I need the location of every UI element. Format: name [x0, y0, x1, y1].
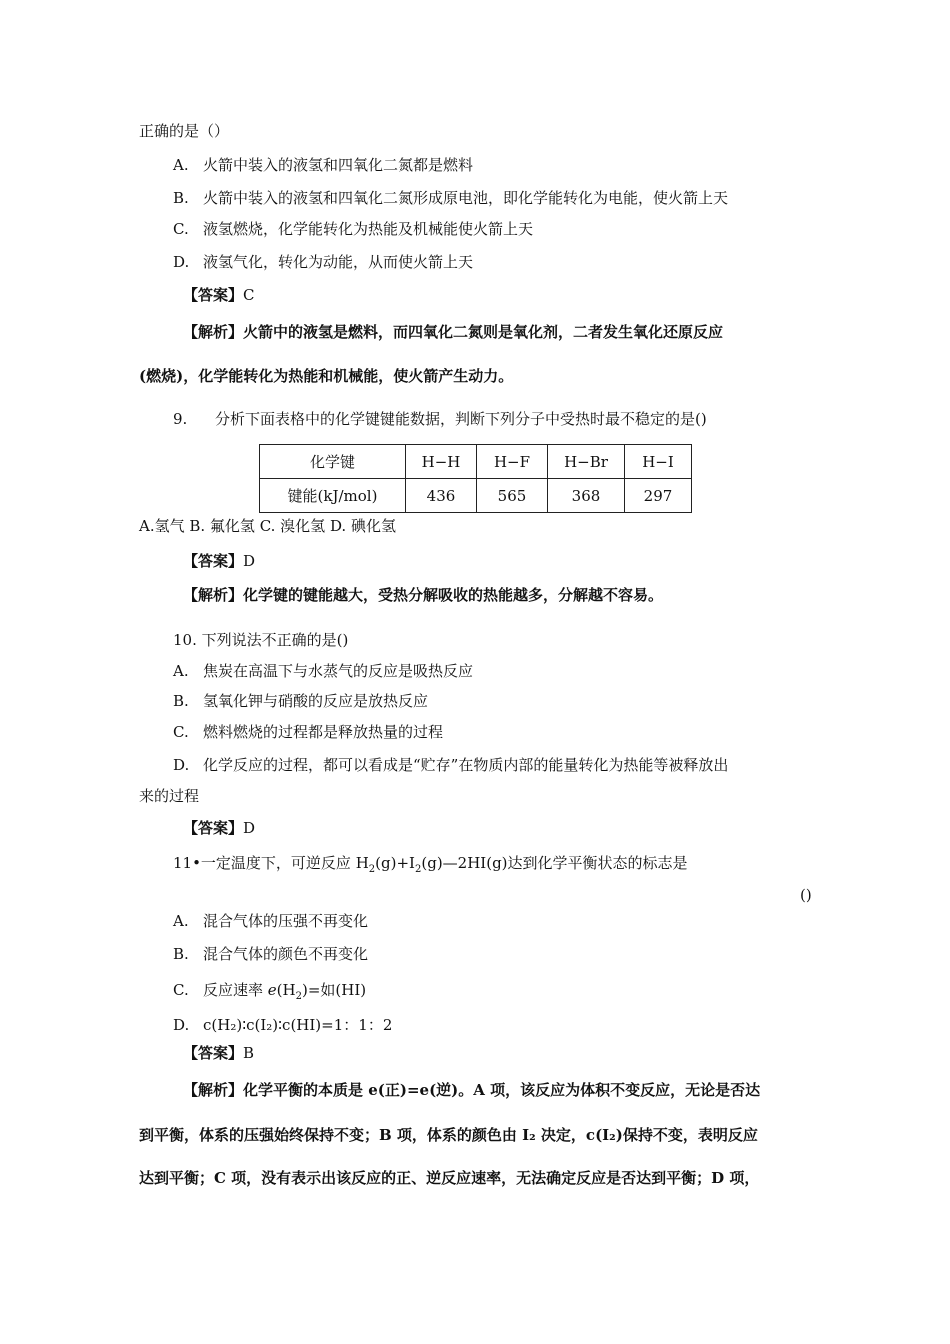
table-header-row: [260, 445, 692, 479]
table-cell: H−I: [625, 445, 692, 479]
q11-analysis-line1: 【解析】化学平衡的本质是 e(正)=e(逆)。A 项，该反应为体积不变反应，无论是否达: [183, 1081, 761, 1099]
q9-choices: A.氢气 B. 氟化氢 C. 溴化氢 D. 碘化氢: [139, 517, 396, 535]
q8-option-d: D. 液氢气化，转化为动能，从而使火箭上天: [173, 253, 474, 271]
table-cell: 436: [406, 479, 477, 513]
table-cell: H−Br: [548, 445, 625, 479]
bond-energy-table: [259, 444, 692, 513]
table-row: [260, 479, 692, 513]
q9-answer: 【答案】D: [183, 552, 256, 570]
q9-analysis: 【解析】化学键的键能越大，受热分解吸收的热能越多，分解越不容易。: [183, 586, 664, 604]
table-cell: H−F: [477, 445, 548, 479]
q11-analysis-line3: 达到平衡；C 项，没有表示出该反应的正、逆反应速率，无法确定反应是否达到平衡；D 项，: [139, 1169, 760, 1187]
q8-analysis-line1: 【解析】火箭中的液氢是燃料，而四氧化二氮则是氧化剂，二者发生氧化还原反应: [183, 323, 724, 341]
q11-paren: (): [800, 886, 812, 904]
q8-analysis-line2: (燃烧)，化学能转化为热能和机械能，使火箭产生动力。: [139, 367, 514, 385]
q11-stem: 11•一定温度下，可逆反应 $H_2(g)+I_2(g)—2HI(g)$达到化学平衡状态的标志是: [173, 854, 688, 875]
q11-option-a: A. 混合气体的压强不再变化: [173, 912, 369, 930]
table-cell: 297: [625, 479, 692, 513]
q9-stem: 分析下面表格中的化学键键能数据，判断下列分子中受热时最不稳定的是(): [215, 410, 707, 428]
table-cell: H−H: [406, 445, 477, 479]
table-cell: 565: [477, 479, 548, 513]
q10-option-d: D. 化学反应的过程，都可以看成是“贮存”在物质内部的能量转化为热能等被释放出: [173, 756, 729, 774]
q10-option-c: C. 燃料燃烧的过程都是释放热量的过程: [173, 723, 444, 741]
q10-option-d-cont: 来的过程: [139, 787, 200, 805]
table-cell: 368: [548, 479, 625, 513]
table-cell: 键能(kJ/mol): [260, 479, 406, 513]
q10-option-a: A. 焦炭在高温下与水蒸气的反应是吸热反应: [173, 662, 474, 680]
q8-stem-tail: 正确的是（）: [139, 122, 230, 140]
q11-answer: 【答案】B: [183, 1044, 255, 1062]
q10-option-b: B. 氢氧化钾与硝酸的反应是放热反应: [173, 692, 429, 710]
q8-option-b: B. 火箭中装入的液氢和四氧化二氮形成原电池，即化学能转化为电能，使火箭上天: [173, 189, 729, 207]
table-cell: 化学键: [260, 445, 406, 479]
q8-option-a: A. 火箭中装入的液氢和四氧化二氮都是燃料: [173, 156, 474, 174]
q11-option-b: B. 混合气体的颜色不再变化: [173, 945, 369, 963]
q10-stem: 10. 下列说法不正确的是(): [173, 631, 349, 649]
q10-answer: 【答案】D: [183, 819, 256, 837]
q8-answer: 【答案】C: [183, 286, 255, 304]
q8-option-c: C. 液氢燃烧，化学能转化为热能及机械能使火箭上天: [173, 220, 534, 238]
q11-option-c: C. 反应速率 $e(H_2)=$如(HI): [173, 981, 367, 1002]
q11-analysis-line2: 到平衡，体系的压强始终保持不变；B 项，体系的颜色由 I₂ 决定，c(I₂)保持不变，表明反应: [139, 1126, 758, 1144]
q9-number: 9.: [173, 410, 188, 428]
q11-option-d: D. c(H₂)∶c(I₂)∶c(HI)=1：1：2: [173, 1016, 393, 1034]
